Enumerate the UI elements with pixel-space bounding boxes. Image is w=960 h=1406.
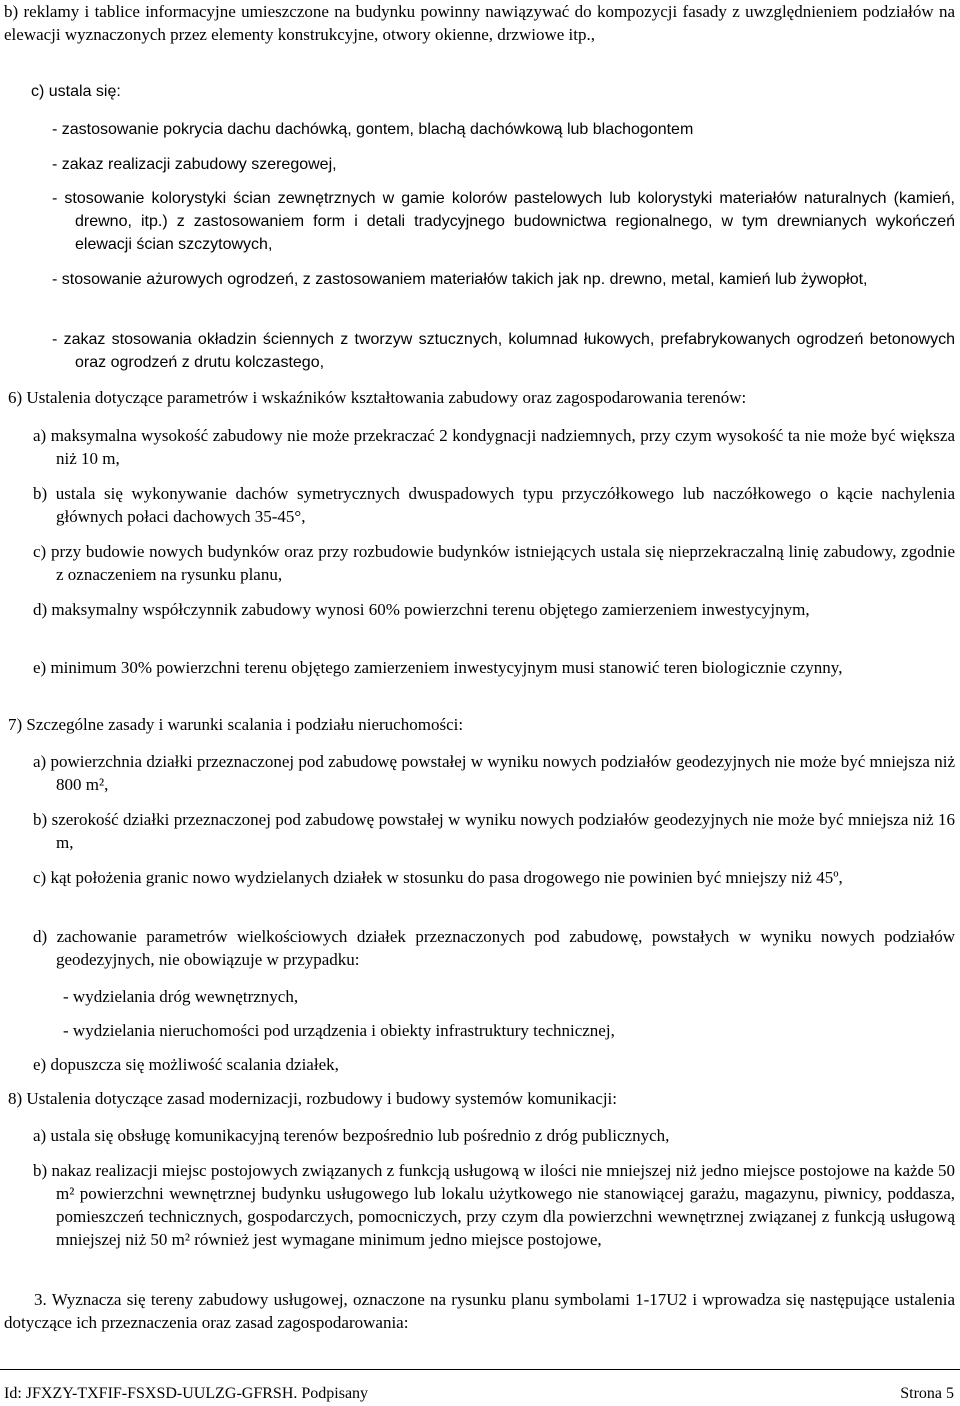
footer-document-id: Id: JFXZY-TXFIF-FSXSD-UULZG-GFRSH. Podpisany bbox=[4, 1385, 369, 1402]
paragraph-7e: e) dopuszcza się możliwość scalania działek, bbox=[33, 1055, 339, 1074]
paragraph-dash-szeregowa: - zakaz realizacji zabudowy szeregowej, bbox=[52, 156, 337, 173]
paragraph-8b: b) nakaz realizacji miejsc postojowych związanych z funkcją usługową w ilości nie mniejszej niż jedno miejsce postojowe na każde 50 m² powierzchni wewnętrznej budynku usługowego lub lokalu użytkowego nie stanowiącej garażu, magazynu, piwnicy, poddasza, pomieszczeń technicznych, gospodarczych, pomocniczych, przy czym dla powierzchni wewnętrznej związanej z funkcją usługową mniejszej niż 50 m² również jest wymagane minimum jedno miejsce postojowe, bbox=[33, 1161, 955, 1249]
paragraph-7d-dash-drogi: - wydzielania dróg wewnętrznych, bbox=[63, 987, 299, 1006]
footer-rule bbox=[0, 1369, 960, 1370]
paragraph-dash-kolorystyka: - stosowanie kolorystyki ścian zewnętrznych w gamie kolorów pastelowych lub kolorystyki materiałów naturalnych (kamień, drewno, itp.) z zastosowaniem form i detali tradycyjnego budownictwa regionalnego, w tym drewnianych wykończeń elewacji ścian szczytowych, bbox=[52, 190, 955, 253]
footer-page-number: Strona 5 bbox=[900, 1385, 954, 1402]
paragraph-7d-dash-infrastruktura: - wydzielania nieruchomości pod urządzenia i obiekty infrastruktury technicznej, bbox=[63, 1021, 615, 1040]
paragraph-8a: a) ustala się obsługę komunikacyjną terenów bezpośrednio lub pośrednio z dróg publicznych, bbox=[33, 1126, 670, 1145]
paragraph-c-ustala: c) ustala się: bbox=[31, 83, 121, 100]
paragraph-7a: a) powierzchnia działki przeznaczonej pod zabudowę powstałej w wyniku nowych podziałów geodezyjnych nie może być mniejsza niż 800 m², bbox=[33, 752, 955, 794]
paragraph-6d: d) maksymalny współczynnik zabudowy wynosi 60% powierzchni terenu objętego zamierzeniem inwestycyjnym, bbox=[33, 600, 810, 619]
paragraph-b-reklamy: b) reklamy i tablice informacyjne umieszczone na budynku powinny nawiązywać do kompozycji fasady z uwzględnieniem podziałów na elewacji wyznaczonych przez elementy konstrukcyjne, otwory okienne, drzwiowe itp., bbox=[4, 2, 955, 44]
paragraph-3: 3. Wyznacza się tereny zabudowy usługowej, oznaczone na rysunku planu symbolami 1-17U2 i wprowadza się następujące ustalenia dotyczące ich przeznaczenia oraz zasad zagospodarowania: bbox=[4, 1290, 955, 1332]
paragraph-6e: e) minimum 30% powierzchni terenu objętego zamierzeniem inwestycyjnym musi stanowić teren biologicznie czynny, bbox=[33, 658, 843, 677]
paragraph-7c: c) kąt położenia granic nowo wydzielanych działek w stosunku do pasa drogowego nie powinien być mniejszy niż 45º, bbox=[33, 868, 843, 887]
paragraph-7d: d) zachowanie parametrów wielkościowych działek przeznaczonych pod zabudowę, powstałych w wyniku nowych podziałów geodezyjnych, nie obowiązuje w przypadku: bbox=[33, 927, 955, 969]
paragraph-6b: b) ustala się wykonywanie dachów symetrycznych dwuspadowych typu przyczółkowego lub naczółkowego o kącie nachylenia głównych połaci dachowych 35-45°, bbox=[33, 484, 955, 526]
paragraph-6c: c) przy budowie nowych budynków oraz przy rozbudowie budynków istniejących ustala się nieprzekraczalną linię zabudowy, zgodnie z oznaczeniem na rysunku planu, bbox=[33, 542, 955, 584]
paragraph-dash-zakaz-okladzin: - zakaz stosowania okładzin ściennych z tworzyw sztucznych, kolumnad łukowych, prefabrykowanych ogrodzeń betonowych oraz ogrodzeń z drutu kolczastego, bbox=[52, 331, 955, 371]
paragraph-dash-ogrodzenia: - stosowanie ażurowych ogrodzeń, z zastosowaniem materiałów takich jak np. drewno, metal, kamień lub żywopłot, bbox=[52, 271, 868, 288]
paragraph-7b: b) szerokość działki przeznaczonej pod zabudowę powstałej w wyniku nowych podziałów geodezyjnych nie może być mniejsza niż 16 m, bbox=[33, 810, 955, 852]
section-6-heading: 6) Ustalenia dotyczące parametrów i wskaźników kształtowania zabudowy oraz zagospodarowania terenów: bbox=[8, 388, 747, 407]
section-8-heading: 8) Ustalenia dotyczące zasad modernizacji, rozbudowy i budowy systemów komunikacji: bbox=[8, 1089, 617, 1108]
paragraph-6a: a) maksymalna wysokość zabudowy nie może przekraczać 2 kondygnacji nadziemnych, przy czym wysokość ta nie może być większa niż 10 m, bbox=[33, 426, 955, 468]
paragraph-dash-pokrycie: - zastosowanie pokrycia dachu dachówką, gontem, blachą dachówkową lub blachogontem bbox=[52, 121, 694, 138]
section-7-heading: 7) Szczególne zasady i warunki scalania i podziału nieruchomości: bbox=[8, 715, 464, 734]
